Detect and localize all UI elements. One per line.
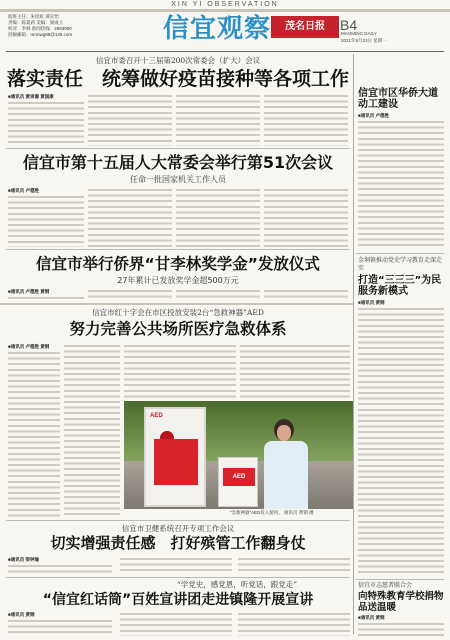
article-body [238, 612, 350, 636]
masthead-rule [6, 51, 444, 52]
article-headline: “信宜红话筒”百姓宣讲团走进镇隆开展宣讲 [42, 592, 314, 608]
article-body [238, 557, 350, 575]
paper-pinyin: MAOMING DAILY [341, 31, 377, 36]
article-body [8, 195, 84, 247]
article-headline: 努力完善公共场所医疗急救体系 [69, 320, 287, 338]
article-body [264, 289, 348, 300]
article-byline: ■通讯员 卢德胜 [8, 188, 39, 193]
article-byline: ■通讯员 梁钟瑜 [8, 557, 39, 562]
top-banner: XIN YI OBSERVATION [171, 1, 279, 8]
person-face [277, 425, 291, 441]
article-body [8, 619, 112, 636]
person [264, 441, 308, 509]
sidebar-kicker: 金垌镇推动党史学习教育走深走实 [358, 257, 443, 272]
article-subhead: 27年累计已发放奖学金超500万元 [117, 276, 239, 285]
sidebar-body [358, 622, 444, 636]
article-headline: 落实责任 统筹做好疫苗接种等各项工作 [6, 68, 349, 90]
article-kicker: 信宜市红十字会在市区投放安装2台“急救神器”AED [92, 308, 264, 317]
article-body [120, 612, 232, 636]
article-divider [0, 303, 353, 305]
photo-caption: “急救神器”AED投入使用。 通讯员 黄钢 摄 [230, 510, 314, 515]
sidebar-byline: ■通讯员 卢德胜 [358, 113, 389, 118]
aed-panel [154, 439, 198, 485]
article-kicker: 信宜市委召开十三届第200次常委会（扩大）会议 [95, 56, 261, 65]
article-body [88, 94, 172, 146]
article-body [124, 344, 236, 398]
sidebar-byline: ■通讯员 黄钢 [358, 615, 385, 620]
article-body [8, 296, 84, 300]
section-title: 信宜观察 [163, 14, 272, 44]
article-body [264, 94, 348, 146]
article-headline: 信宜市举行侨界“甘李林奖学金”发放仪式 [36, 255, 320, 273]
article-body [64, 344, 120, 517]
article-divider [6, 148, 350, 149]
editors-box [8, 14, 128, 38]
editor-line: 值班主任：朱度虹 谭宣怡 [8, 14, 59, 19]
article-headline: 切实增强责任感 打好殡管工作翻身仗 [50, 534, 306, 552]
article-divider [6, 520, 350, 521]
article-body [88, 289, 172, 300]
article-headline: 信宜市第十五届人大常委会举行第51次会议 [22, 153, 334, 172]
article-body [8, 564, 112, 575]
aed-cabinet [144, 407, 206, 507]
sidebar-headline: 打造“三三三”为民服务新模式 [358, 275, 442, 297]
article-body [240, 344, 350, 398]
aed-sign: AED [150, 413, 163, 419]
article-byline: ■通讯员 黄崇谦 黄国康 [8, 94, 54, 99]
sidebar-body [358, 307, 444, 577]
article-body [8, 351, 60, 517]
article-body [176, 188, 260, 247]
aed-photo [124, 401, 353, 509]
article-body [8, 101, 84, 146]
sidebar-body [358, 120, 444, 250]
sidebar-divider-line [356, 253, 444, 254]
editor-line: 责编：陈夏莉 美编：梁成立 [8, 20, 64, 25]
article-kicker: 信宜市卫健系统召开专项工作会议 [121, 524, 235, 533]
sidebar-divider [353, 54, 354, 634]
sidebar-divider-line [356, 579, 444, 580]
aed-device [218, 457, 258, 507]
article-body [176, 289, 260, 300]
article-body [120, 557, 232, 575]
article-divider [6, 577, 350, 578]
article-byline: ■通讯员 卢德胜 黄钢 [8, 344, 50, 349]
article-kicker: “学党史，感党恩，听党话，跟党走” [176, 580, 298, 589]
paper-logo: 茂名日报 [271, 16, 339, 38]
aed-device-label: AED [223, 468, 255, 486]
article-byline: ■通讯员 卢德胜 黄钢 [8, 289, 50, 294]
issue-date: 2021年8月23日 星期一 [341, 38, 387, 43]
page-number: B4 [340, 17, 358, 33]
sidebar-byline: ■通讯员 黄钢 [358, 300, 385, 305]
article-body [176, 94, 260, 146]
sidebar-kicker: 信宜市志愿者联合会 [358, 582, 413, 589]
editor-line: 校对：李林 新闻热线：2993900 [8, 26, 72, 31]
article-subhead: 任命一批国家机关工作人员 [130, 175, 226, 184]
article-divider [6, 249, 350, 250]
editor-line: 投稿邮箱：mrmwg88@126.com [8, 32, 73, 37]
sidebar-headline: 向特殊教育学校捐物品送温暖 [358, 591, 444, 613]
article-body [264, 188, 348, 247]
sidebar-headline: 信宜市区华侨大道动工建设 [358, 88, 438, 110]
article-byline: ■通讯员 黄钢 [8, 612, 35, 617]
article-body [88, 188, 172, 247]
